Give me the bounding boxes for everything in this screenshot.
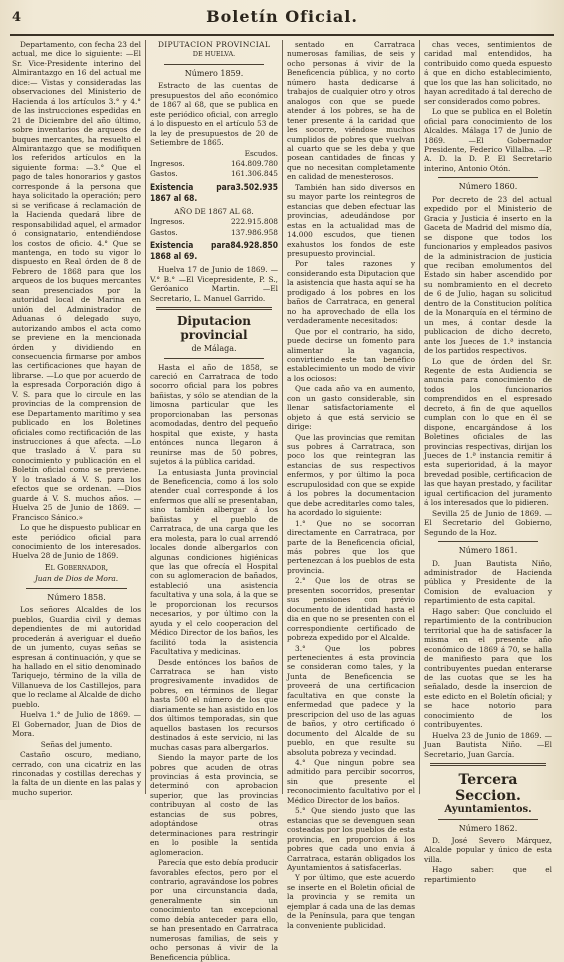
section-subtitle: DE HUELVA. (192, 50, 236, 59)
account-row: Gastos. 161.306.845 (150, 169, 278, 179)
column-2 (145, 40, 282, 962)
paragraph: D. José Severo Márquez, Alcalde popular y único de esta villa. (424, 835, 552, 864)
paragraph: Señas del jumento. (40, 739, 113, 749)
section-heading: Diputacion provincial (177, 314, 251, 343)
divider (430, 763, 546, 766)
paragraph: Lo que se publica en el Boletín oficial para conocimiento de los Alcaldes. Málaga 17 de Junio de 1869. —El Gobernador Presidente, Federico Villalba. —P. A. D. la D. P. El Secretario interino, Antonio Otón. (424, 107, 552, 173)
year-heading: AÑO DE 1867 AL 68. (174, 206, 254, 216)
account-row: Ingresos. 164.809.780 (150, 158, 278, 168)
paragraph: Castaño oscuro, mediano, cerrado, con una cicatriz en las rinconadas y costillas derechas y la falta de un diente en las palas y mucho superior. (12, 750, 141, 797)
notice-number: Número 1860. (458, 182, 518, 192)
signature-title: El Gobernador, (44, 562, 109, 572)
paragraph: La entusiasta Junta provincial de Beneficencia, como á los solo atender cual corresponde á los enfermos que allí se presentaban, sino también albergar á los bañistas y el pueblo de Carratraca, de una carga que les era molesta, para lo cual arrendó locales donde albergarlos con algunas condiciones higiénicas que las que ofrecía el Hospital con su aglomeracion de bañados, estableció una asistencia facultativa y una sola, á la que se le proporcionan los recursos necesarios, y por último con la ayuda y el celo cooperacion del Médico Director de los baños, les facilitó toda la asistencia Facultativa y medicinas. (150, 467, 278, 657)
page-title: Boletín Oficial. (206, 7, 358, 26)
paragraph: 5.° Que siendo justo que las estancias que se devenguen sean costeadas por los pueblos de esta provincia, en proporcion á los pobres que cada uno envia á Carratraca, estarán obligados los Ayuntamientos á satisfacerlas. (287, 806, 415, 872)
column-4 (419, 40, 556, 884)
paragraph: Parecía que esto debía producir favorables efectos, pero por el contrario, agravándose los pobres por una circunstancia dada, generalmente sin un conocimiento tan excepcional como debía anteceder para ello, se han presentado en Carratraca numerosas familias, de seis y ocho personas á vivir de la Beneficencia pública. (150, 858, 278, 962)
paragraph: Lo que he dispuesto publicar en este periódico oficial para conocimiento de los interesados. Huelva 28 de Junio de 1869. (12, 523, 141, 561)
divider (164, 64, 264, 65)
notice-number: Número 1858. (47, 592, 106, 602)
paragraph: Lo que de órden del Sr. Regente de esta Audiencia se anuncia para conocimiento de todos los funcionarios comprendidos en el espresado decreto, á fin de que aquellos cumplan con lo que en él se dispone, encargándose á los Boletines oficiales de las provincias respectivas, dirijan los Jueces de 1.ª instancia remitir á esta superioridad, á la mayor brevedad posible, certificacion de las que hayan prestado, y facilitar igual certificacion del juramento á los interesados que lo pidieren. (424, 356, 552, 508)
paragraph: Hago saber: que el repartimiento (424, 865, 552, 884)
existence-total: Existencia para 1868 al 69. 84.928.850 (150, 240, 278, 262)
paragraph: Desde entónces los baños de Carratraca se han visto progresivamente invadidos de pobres, en términos de llegar hasta 500 el número de los que diariamente se han asistido en los dos últimos temporadas, sin que aquellos bastasen los recursos destinados á este servicio, ni las muchas casas para albergarlos. (150, 657, 278, 752)
paragraph: 2.° Que los de otras se presenten socorridos, presentar sus pensiones con prévio documento de identidad hasta el dia en que no se presenten con el correspondiente certificado de pobreza expedido por el Alcalde. (287, 576, 415, 643)
text-columns (8, 40, 556, 962)
notice-number: Número 1861. (458, 546, 518, 556)
subsection-heading: Ayuntamientos. (444, 804, 532, 816)
paragraph: Estracto de las cuentas de presupuestos del año económico de 1867 al 68, que se publica en este periódico oficial, con arreglo á lo dispuesto en el artículo 53 de la ley de presupuestos de 20 de Setiembre de 1865. (150, 81, 278, 148)
paragraph: Que por el contrario, ha sido, puede decirse un fomento para alimentar la vagancia, convirtiendo este tan benéfico establecimiento un modo de vivir a los ociosos: (287, 326, 415, 383)
divider (438, 177, 538, 178)
paragraph: sentado en Carratraca numerosas familias, de seis y ocho personas á vivir de la Beneficencia pública, y no corto número hasta dedicarse á trabajos de cualquier otro y otros analogos con que se puede atender á los pobres, se ha de tener presente á la caridad que les socorre, viéndose muchos cumplidos de pobres que vuelvan al cuarto que se les deba y que posean cantidades de fincas y que no necesitan completamente en calidad de menesterosos. (287, 40, 415, 182)
paragraph: D. Juan Bautista Niño, administrador de Hacienda pública y Presidente de la Comision de evaluacion y repartimiento de esta capital. (424, 558, 552, 606)
paragraph: Sevilla 25 de Junio de 1869. —El Secretario del Gobierno, Segundo de la Hoz. (424, 508, 552, 537)
divider (164, 358, 264, 359)
paragraph: 1.° Que no se socorran directamente en Carratraca, por parte de la Beneficencia oficial, más pobres que los que pertenezcan á los pueblos de esta provincia. (287, 518, 415, 575)
divider (438, 541, 538, 542)
paragraph: Que cada año va en aumento, con un gasto considerable, sin llenar satisfactoriamente el objeto á que está servicio se dirige: (287, 384, 415, 432)
divider (438, 819, 538, 820)
paragraph: También han sido diversos en su mayor parte los reintegros de estancias que deben efectuar las provincias, adeudándose por estas en la actualidad mas de 14.000 escudos, que tienen exahustos los fondos de este presupuesto provincial. (287, 182, 415, 258)
account-row: Ingresos. 222.915.808 (150, 217, 278, 227)
paragraph: 4.° Que ningun pobre sea admitido para percibir socorros, sin que presente el reconocimiento facultativo por el Médico Director de los baños. (287, 757, 415, 805)
paragraph: Huelva 1.° de Julio de 1869. —El Gobernador, Juan de Dios de Mora. (12, 710, 141, 739)
paragraph: Hago saber: Que concluido el repartimiento de la contribucion territorial que ha de satisfacer la misma en el presente año económico de 1869 á 70, se halla de manifiesto para que los contribuyentes puedan enterarse de las cuotas que se les ha señalado, desde la insercion de este edicto en el Boletín oficial; y se hace notorio para conocimiento de los contribuyentes. (424, 606, 552, 730)
page-header (10, 4, 554, 36)
escudos-label: Escudos. (244, 148, 278, 158)
notice-number: Número 1859. (184, 68, 244, 78)
account-row: Gastos. 137.986.958 (150, 227, 278, 237)
notice-number: Número 1862. (458, 823, 518, 833)
signature-name: Juan de Dios de Mora. (34, 574, 119, 584)
paragraph: Que las provincias que remitan sus pobres á Carratraca, son poco los que reintegran las estancias de sus respectivos enfermos, y por último la poca escrupulosidad con que se expide á los pobres la documentacion que debe acreditarles como tales, ha acordado lo siguiente: (287, 432, 415, 518)
paragraph: Huelva 23 de Junio de 1869. —Juan Bautista Niño. —El Secretario, Juan García. (424, 730, 552, 759)
section-title: DIPUTACION PROVINCIAL (157, 40, 271, 49)
paragraph: 3.° Que los pobres pertenecientes á esta provincia se consideran como tales, y la Junta de Beneficencia se proveerá de una certificacion facultativa en que conste la enfermedad que padece y la prescripcion del uso de las aguas de baños, y otro certificado ó documento del Alcalde de su pueblo, en que resulte su absoluta pobreza y vecindad. (287, 643, 415, 757)
divider (156, 307, 272, 310)
paragraph: Por decreto de 23 del actual expedido por el Ministerio de Gracia y Justicia é inserto en la Gaceta de Madrid del mismo día, se dispone que todos los funcionarios y empleados pasivos de la administracion de justicia que reciban emolumentos del Estado sin haber ascendido por su nombramiento en el decreto de 6 de Julio, hagan su solicitud dentro de la Constitucion política de la Monarquía en el término de un mes, á contar desde la publicacion de dicho decreto, ante los Jueces de 1.ª instancia de los partidos respectivos. (424, 194, 552, 356)
column-3 (282, 40, 419, 930)
paragraph: chas veces, sentimientos de caridad mal entendidos, ha contribuido como queda espuesto á que en dicho establecimiento, que los que las han solicitado, no hayan acreditado á tal derecho de ser considerados como pobres. (424, 40, 552, 106)
paragraph: Departamento, con fecha 23 del actual, me dice lo siguiente: —El Sr. Vice-Presidente interino del Almirantazgo en 16 del actual me dice:— Vistas y consideradas las observaciones del Ministerio de Hacienda á los artículos 3.° y 4.° de las instrucciones espedidas en 21 de Diciembre del año último, sobre inventarios de arqueos de buques mercantes, ha resuelto el Almirantazgo que se modifiquen los referidos artículos en la siguiente forma: —3.° Que el pago de tales honorarios y gastos corresponde á la persona que haya solicitado la operación; pero si se verificase á reclamación de la Hacienda quedará libre de responsabilidad aquel, el armador ó consignatario, entendiéndose los costos de oficio. 4.° Que se mantenga, en todo su vigor lo dispuesto en Real órden de 8 de Febrero de 1868 para que los arqueos de los buques mercantes sean presenciados por la autoridad local de Marina en unión del Administrador de Aduanas ó delegado suyo, autorizando ambos el acta como se previene en la mencionada órden y dividiendo en consecuencia firmarse por ambos las certificaciones que hayan de librarse. —Lo que por acuerdo de la espresada Corporación digo á V. S. para que lo circule en las provincias de la comprension de ese Departamento marítimo y sea publicado en los Boletines oficiales como rectificación de las instrucciones á que afecta. —Lo que traslado á V. para su conocimiento y publicación en el Boletín oficial como se previene. Y lo traslado á V. S. para los efectos que se ordenan. —Dios guarde á V. S. muchos años. —Huelva 25 de Junio de 1869. —Francisco Sánico.» (12, 40, 141, 522)
page-number: 4 (12, 10, 22, 25)
paragraph: Hasta el año de 1858, se careció en Carratraca de todo socorro oficial para los pobres bañistas, y sólo se atendian de la limosna particular que les proporcionaban las personas acomodadas, dentro del pequeño hospital que existe, y hasta entónces nunca llegaron á reunirse mas de 50 pobres, sujetos á la pública caridad. (150, 362, 278, 467)
section-heading: Tercera Seccion. (455, 772, 521, 805)
column-1 (8, 40, 145, 797)
section-subheading: de Málaga. (191, 344, 237, 354)
paragraph: Por tales razones y considerando esta Diputacion que la asistencia que hasta aquí se ha prodigado á los pobres en los baños de Carratraca, en general no ha aprovechado de ella los verdaderamente necesitados: (287, 259, 415, 326)
paragraph: Huelva 17 de Junio de 1869. —V.° B.° —El Vicepresidente, P. S., Geróanico Martin. —El Secretario, L. Manuel Garrido. (150, 265, 278, 303)
paragraph: Siendo la mayor parte de los pobres que acuden de otras provincias á esta provincia, se determinó con aprobacion superior, que las provincias contribuyan al costo de las estancias de sus pobres, adoptándose otras determinaciones para restringir en lo posible la sentida aglomeracion. (150, 753, 278, 857)
paragraph: Los señores Alcaldes de los pueblos, Guardia civil y demas dependientes de mi autoridad procederán á averiguar el dueño de un jumento, cuyas señas se espresan á continuación, y que se ha hallado en el sitio denominado Tariquejo, término de la villa de Villanueva de los Castillejos, para que lo reclame al Alcalde de dicho pueblo. (12, 605, 142, 709)
divider (26, 588, 127, 589)
existence-total: Existencia para 1867 al 68. 3.502.935 (150, 181, 278, 203)
paragraph: Y por último, que este acuerdo se inserte en el Boletin oficial de la provincia y se remita un ejemplar á cada una de las demas de la Península, para que tengan la conveniente publicidad. (287, 873, 415, 930)
